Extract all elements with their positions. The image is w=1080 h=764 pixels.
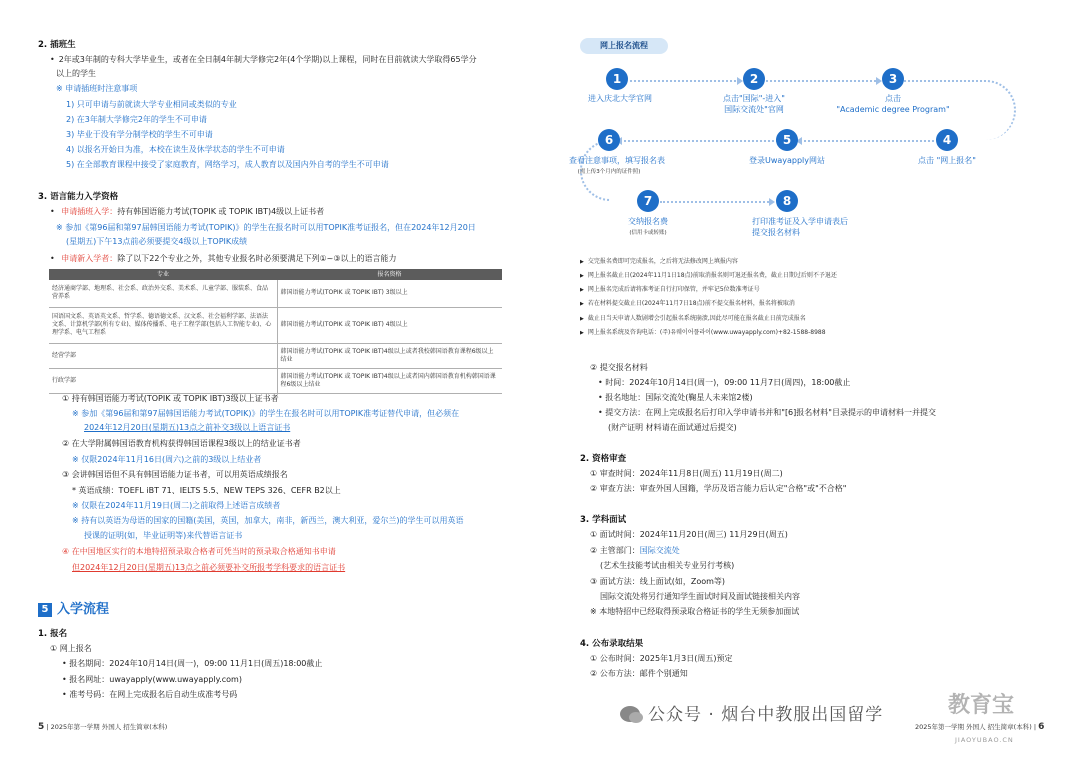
step-7-badge: 7: [637, 190, 659, 212]
flow-connector: [800, 140, 934, 142]
section-4-result-title: 4. 公布录取结果: [580, 639, 644, 649]
table-header-major: 专业: [49, 269, 277, 280]
step-3-label: 点击: [885, 94, 901, 103]
step-7-note: (信用卡或转账): [629, 230, 667, 236]
flow-connector: [766, 80, 880, 82]
section-2-review-title: 2. 资格审查: [580, 454, 627, 464]
table-cell-major: 行政学部: [49, 368, 277, 393]
registration-note: ▶ 截止日当天申请人数剧增会引起报名系统崩溃,因此尽可能在报名截止日前完成报名: [580, 313, 806, 325]
transfer-requirement: [50, 205, 324, 219]
notice-item: 2) 在3年制大学修完2年的学生不可申请: [66, 115, 207, 124]
result-item: ② 公布方法：邮件个别通知: [590, 669, 688, 678]
registration-note: ▶ 网上报名截止日(2024年11月1日18点)前取消报名则可退还报名费，截止日期过后则不予退还: [580, 270, 837, 282]
interview-item: ※ 本地特招中已经取得预录取合格证书的学生无须参加面试: [590, 607, 800, 616]
review-item: ① 审查时间：2024年11月8日(周五) 11月19日(周二): [590, 469, 783, 478]
online-registration: ① 网上报名: [50, 644, 92, 653]
freshman-label: 申请新入学者：: [61, 254, 118, 263]
wechat-watermark: [620, 700, 883, 725]
flow-connector: [630, 80, 740, 82]
step-4-label: 点击 "网上报名": [918, 156, 976, 165]
freshman-text: 除了以下22个专业之外，其他专业报名时必须要满足下列①~③以上的语言能力: [117, 254, 397, 263]
registration-note: ▶ 若在材料提交截止日(2024年11月7日18点)前不提交报名材料，报名将被取消: [580, 298, 795, 310]
submit-item: (财产证明 材料请在面试通过后提交): [608, 423, 737, 432]
table-cell-requirement: 韩国语能力考试(TOPIK 或 TOPIK IBT)4级以上或者我校韩国语教育课程6级以上结业: [277, 343, 502, 368]
submit-item: • 时间：2024年10月14日(周一)，09:00 11月7日(周四)，18:00截止: [598, 378, 851, 387]
section-5-number: 5: [38, 603, 52, 617]
online-registration-flow-title: 网上报名流程: [580, 38, 668, 54]
notice-title: ※ 申请插班时注意事项: [56, 84, 138, 93]
table-row: [49, 280, 502, 307]
interview-item: (艺术生技能考试由相关专业另行考核): [600, 561, 735, 570]
notice-item: 3) 毕业于没有学分制学校的学生不可申请: [66, 130, 213, 139]
section-2-title: 2. 插班生: [38, 40, 76, 50]
watermark-text: 公众号 · 烟台中教服出国留学: [648, 705, 884, 725]
step-6-label: 查看注意事项，填写报名表: [569, 156, 665, 165]
step-8-label-cont: 提交报名材料: [752, 228, 800, 237]
step-3-badge: 3: [882, 68, 904, 90]
transfer-note: ※ 参加《第96届和第97届韩国语能力考试(TOPIK)》的学生在报名时可以用TOPIK准考证报名，但在2024年12月20日: [56, 223, 476, 232]
registration-title: 1. 报名: [38, 629, 68, 639]
wechat-icon: [620, 706, 640, 722]
table-cell-major: 经营学部: [49, 343, 277, 368]
step-5-badge: 5: [776, 129, 798, 151]
condition-4: ④ 在中国地区实行的本地特招预录取合格者可凭当时的预录取合格通知书申请: [62, 547, 336, 556]
condition-3-note: ※ 持有以英语为母语的国家的国籍(美国，英国，加拿大，南非，新西兰，澳大利亚，爱尔兰)的学生可以用英语: [72, 516, 464, 525]
condition-2: ② 在大学附属韩国语教育机构获得韩国语课程3级以上的结业证书者: [62, 439, 301, 448]
table-row: [49, 368, 502, 393]
table-row: [49, 307, 502, 343]
notice-item: 4) 以报名开始日为准，本校在读生及休学状态的学生不可申请: [66, 145, 285, 154]
step-2-label-cont: 国际交流处"官网: [724, 105, 784, 114]
interview-item: ① 面试时间：2024年11月20日(周三) 11月29日(周五): [590, 530, 788, 539]
notice-item: 5) 在全部教育课程中接受了家庭教育，网络学习，成人教育以及国内外自考的学生不可申请: [66, 160, 389, 169]
step-8-badge: 8: [776, 190, 798, 212]
registration-item: • 报名网址：uwayapply(www.uwayapply.com): [62, 675, 242, 684]
registration-note: ▶ 网上报名完成后请将准考证自行打印保管，并牢记5位数准考证号: [580, 284, 760, 296]
step-1-badge: 1: [606, 68, 628, 90]
table-header-requirement: 报名资格: [277, 269, 502, 280]
condition-1-note: ※ 参加《第96届和第97届韩国语能力考试(TOPIK)》的学生在报名时可以用TOPIK准考证替代申请，但必须在: [72, 409, 460, 418]
registration-item: • 准考号码：在网上完成报名后自动生成准考号码: [62, 690, 238, 699]
sec2-bullet-cont: 以上的学生: [56, 69, 96, 78]
condition-3: ③ 会讲韩国语但不具有韩国语能力证书者，可以用英语成绩报名: [62, 470, 288, 479]
interview-dept: 国际交流处: [639, 546, 680, 555]
step-2-label: 点击"国际"-进入": [723, 94, 785, 103]
freshman-requirement: [50, 252, 397, 266]
flow-connector: [620, 140, 778, 142]
interview-item: ③ 面试方法：线上面试(如，Zoom等): [590, 577, 726, 586]
table-cell-major: 经济通商学部、地理系、社会系、政治外交系、美术系、儿童学部、服装系、食品营养系: [49, 280, 277, 307]
jiaoyubao-domain: JIAOYUBAO.CN: [955, 736, 1014, 744]
notice-item: 1) 只可申请与前就读大学专业相同或类似的专业: [66, 100, 237, 109]
section-3-interview-title: 3. 学科面试: [580, 515, 627, 525]
review-item: ② 审查方法：审查外国人国籍，学历及语言能力后认定"合格"或"不合格": [590, 484, 847, 493]
flow-connector: [660, 201, 772, 203]
arrow-right-icon: [769, 198, 775, 206]
right-footer-text: 2025年第一学期 外国人 招生简章(本科): [915, 723, 1032, 731]
table-cell-requirement: 韩国语能力考试(TOPIK 或 TOPIK IBT)4级以上或者国内韩国语教育机构韩国语课程6级以上结业: [277, 368, 502, 393]
section-5-title: 入学流程: [57, 602, 110, 617]
language-requirement-table: [49, 269, 502, 394]
table-row: [49, 343, 502, 368]
table-cell-requirement: 韩国语能力考试(TOPIK 或 TOPIK IBT) 4级以上: [277, 307, 502, 343]
transfer-label: 申请插班入学：: [61, 207, 118, 216]
step-4-badge: 4: [936, 129, 958, 151]
condition-2-note: ※ 仅限2024年11月16日(周六)之前的3级以上结业者: [72, 455, 262, 464]
interview-dept-label: ② 主管部门：: [590, 546, 640, 555]
right-page-number: 6: [1038, 722, 1045, 732]
interview-item: 国际交流处将另行通知学生面试时间及面试链接相关内容: [600, 592, 800, 601]
submit-materials-title: ② 提交报名材料: [590, 363, 648, 372]
condition-4-cont: 但2024年12月20日(星期五)13点之前必须要补交所报考学科要求的语言证书: [72, 563, 346, 572]
jiaoyubao-logo: 教育宝: [948, 693, 1015, 718]
left-footer-text: 2025年第一学期 外国人 招生简章(本科): [50, 723, 168, 731]
step-6-note: (需上传3个月内的证件照): [577, 169, 641, 175]
submit-item: • 报名地址：国际交流处(鞠星人未来馆2楼): [598, 393, 753, 402]
transfer-text: 持有韩国语能力考试(TOPIK 或 TOPIK IBT)4级以上证书者: [117, 207, 325, 216]
condition-1-note-cont: 2024年12月20日(星期五)13点之前补交3级以上语言证书: [84, 423, 291, 432]
right-footer: 2025年第一学期 外国人 招生简章(本科) | 6: [915, 722, 1045, 732]
transfer-note-cont: (星期五)下午13点前必须要提交4级以上TOPIK成绩: [66, 237, 248, 246]
step-8-label: 打印准考证及入学申请表后: [752, 217, 848, 226]
registration-note: ▶ 网上报名系统及咨询电话：(주)유웨이어플라이(www.uwayapply.com)+82-1588-8988: [580, 327, 826, 339]
sec2-bullet: • 2年或3年制的专科大学毕业生，或者在全日制4年制大学修完2年(4个学期)以上课程，同时在目前就读大学取得65学分: [50, 53, 477, 67]
registration-item: • 报名期间：2024年10月14日(周一)，09:00 11月1日(周五)18:00截止: [62, 659, 323, 668]
left-page-number: 5: [38, 722, 45, 732]
left-footer: 5 | 2025年第一学期 外国人 招生简章(本科): [38, 722, 168, 732]
step-1-label: 进入庆北大学官网: [588, 94, 652, 103]
condition-3-note: ※ 仅限在2024年11月19日(周二)之前取得上述语言成绩者: [72, 501, 281, 510]
condition-3-note-cont: 授课的证明(如，毕业证明等)来代替语言证书: [84, 531, 243, 540]
table-cell-major: 国语国文系、英语英文系、哲学系、德语德文系、汉文系、社会福利学部、法语法文系、计算机学部(所有专业)、媒体传播系、电子工程学部(包括人工智能专业)、心理学系、电气工程系: [49, 307, 277, 343]
step-2-badge: 2: [743, 68, 765, 90]
submit-item: • 提交方法：在网上完成报名后打印入学申请书并和"[6]报名材料"目录提示的申请材料一并提交: [598, 408, 936, 417]
section-3-title: 3. 语言能力入学资格: [38, 192, 119, 202]
result-item: ① 公布时间：2025年1月3日(周五)预定: [590, 654, 733, 663]
table-cell-requirement: 韩国语能力考试(TOPIK 或 TOPIK IBT) 3级以上: [277, 280, 502, 307]
step-6-badge: 6: [598, 129, 620, 151]
registration-note: ▶ 交完报名费即可完成报名，之后将无法修改网上填报内容: [580, 256, 738, 268]
step-7-label: 交纳报名费: [628, 217, 668, 226]
step-5-label: 登录Uwayapply网站: [748, 156, 826, 165]
condition-1: ① 持有韩国语能力考试(TOPIK 或 TOPIK IBT)3级以上证书者: [62, 394, 279, 403]
section-5-heading: [38, 598, 109, 617]
condition-3-scores: * 英语成绩：TOEFL iBT 71、IELTS 5.5、NEW TEPS 326、CEFR B2以上: [72, 486, 341, 495]
interview-item: [590, 544, 680, 558]
step-3-label-cont: "Academic degree Program": [836, 105, 950, 114]
